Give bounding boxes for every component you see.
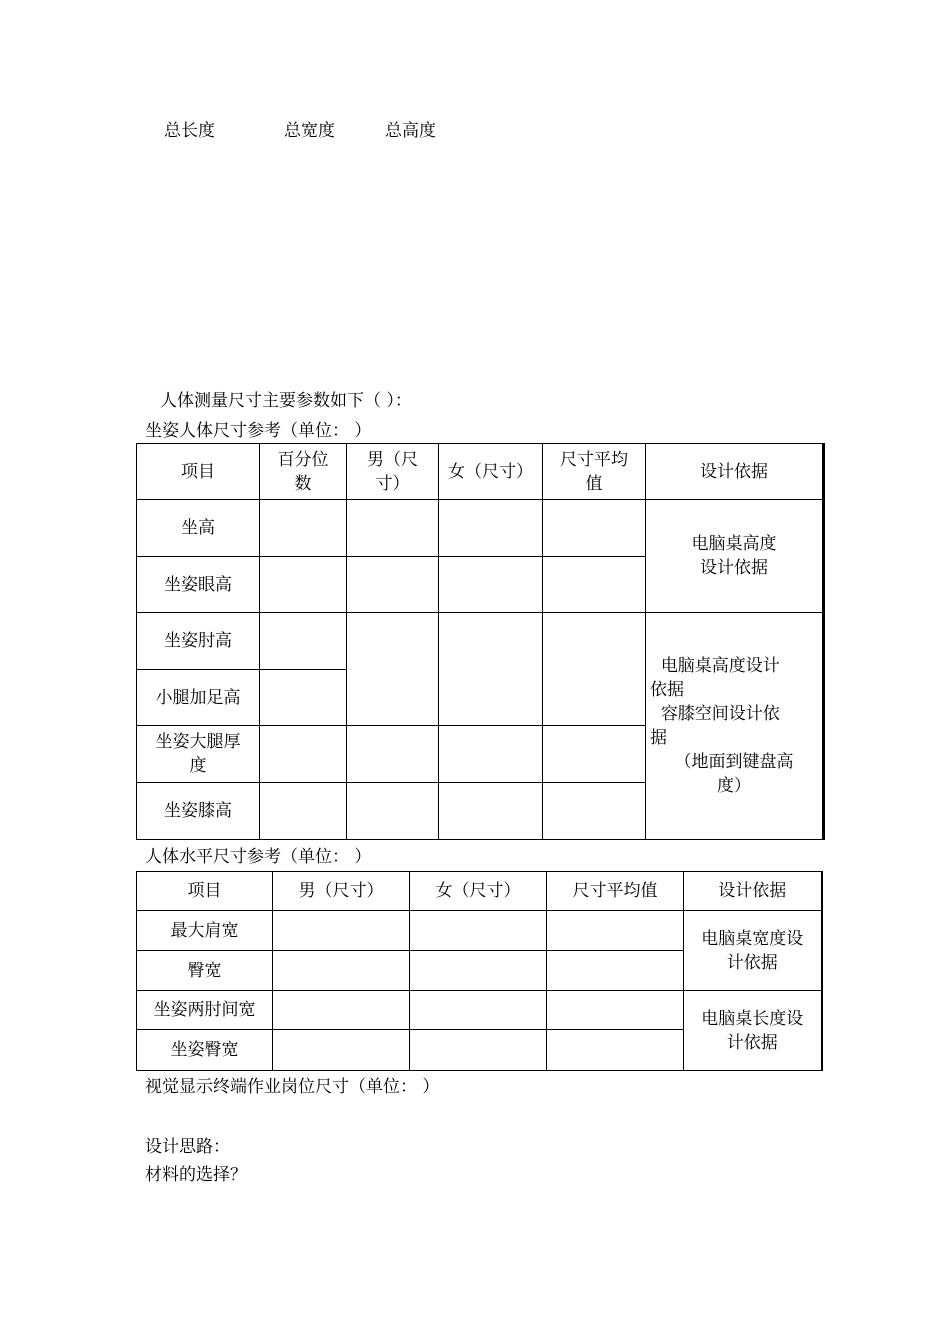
row-label: 臀宽 — [137, 951, 273, 991]
data-cell[interactable] — [410, 991, 547, 1030]
row-label: 小腿加足高 — [137, 670, 260, 726]
data-cell[interactable] — [260, 670, 347, 726]
table2-caption: 人体水平尺寸参考（单位： ） — [145, 847, 372, 867]
header-male: 男（尺寸） — [273, 872, 410, 911]
label-total-height: 总高度 — [385, 121, 436, 141]
header-item: 项目 — [137, 444, 260, 500]
row-label: 坐姿臀宽 — [137, 1030, 273, 1071]
intro-line: 人体测量尺寸主要参数如下（ ）： — [160, 391, 412, 411]
header-female: 女（尺寸） — [410, 872, 547, 911]
data-cell[interactable] — [439, 557, 543, 613]
data-cell[interactable] — [543, 500, 646, 557]
data-cell[interactable] — [439, 613, 543, 726]
data-cell[interactable] — [439, 783, 543, 840]
basis-cell: 电脑桌宽度设 计依据 — [684, 911, 822, 991]
basis-cell: 电脑桌高度 设计依据 — [646, 500, 824, 613]
header-basis: 设计依据 — [646, 444, 824, 500]
data-cell[interactable] — [273, 911, 410, 951]
data-cell[interactable] — [439, 726, 543, 783]
data-cell[interactable] — [347, 557, 439, 613]
row-label: 坐姿眼高 — [137, 557, 260, 613]
data-cell[interactable] — [547, 991, 684, 1030]
label-total-length: 总长度 — [164, 121, 215, 141]
row-label: 最大肩宽 — [137, 911, 273, 951]
row-label: 坐姿两肘间宽 — [137, 991, 273, 1030]
sitting-dimensions-table — [136, 443, 825, 840]
data-cell[interactable] — [260, 557, 347, 613]
header-female: 女（尺寸） — [439, 444, 543, 500]
row-label: 坐姿肘高 — [137, 613, 260, 670]
data-cell[interactable] — [547, 911, 684, 951]
data-cell[interactable] — [260, 726, 347, 783]
table1-caption: 坐姿人体尺寸参考（单位： ） — [145, 421, 372, 441]
row-label: 坐姿大腿厚度 — [137, 726, 260, 783]
data-cell[interactable] — [439, 500, 543, 557]
header-percentile: 百分位数 — [260, 444, 347, 500]
data-cell[interactable] — [347, 500, 439, 557]
header-basis: 设计依据 — [684, 872, 822, 911]
data-cell[interactable] — [543, 726, 646, 783]
data-cell[interactable] — [347, 726, 439, 783]
table-header-row — [137, 872, 822, 911]
data-cell[interactable] — [260, 783, 347, 840]
data-cell[interactable] — [410, 951, 547, 991]
header-item: 项目 — [137, 872, 273, 911]
header-male: 男（尺寸） — [347, 444, 439, 500]
table-header-row — [137, 444, 824, 500]
table-row — [137, 613, 824, 670]
material-question: 材料的选择？ — [145, 1165, 247, 1185]
vdt-line: 视觉显示终端作业岗位尺寸（单位： ） — [145, 1077, 440, 1097]
data-cell[interactable] — [273, 991, 410, 1030]
data-cell[interactable] — [347, 613, 439, 726]
data-cell[interactable] — [273, 951, 410, 991]
data-cell[interactable] — [543, 783, 646, 840]
header-average: 尺寸平均值 — [543, 444, 646, 500]
data-cell[interactable] — [547, 951, 684, 991]
label-total-width: 总宽度 — [284, 121, 335, 141]
data-cell[interactable] — [410, 1030, 547, 1071]
header-average: 尺寸平均值 — [547, 872, 684, 911]
data-cell[interactable] — [543, 557, 646, 613]
table-row — [137, 991, 822, 1030]
data-cell[interactable] — [260, 613, 347, 670]
design-ideas-heading: 设计思路： — [145, 1137, 230, 1157]
basis-cell: 电脑桌高度设计 依据 容膝空间设计依 据 （地面到键盘高 度） — [646, 613, 824, 840]
basis-cell: 电脑桌长度设 计依据 — [684, 991, 822, 1071]
table-row — [137, 911, 822, 951]
data-cell[interactable] — [347, 783, 439, 840]
data-cell[interactable] — [547, 1030, 684, 1071]
row-label: 坐姿膝高 — [137, 783, 260, 840]
data-cell[interactable] — [543, 613, 646, 726]
data-cell[interactable] — [260, 500, 347, 557]
table-row — [137, 500, 824, 557]
row-label: 坐高 — [137, 500, 260, 557]
data-cell[interactable] — [273, 1030, 410, 1071]
data-cell[interactable] — [410, 911, 547, 951]
horizontal-dimensions-table — [136, 871, 823, 1071]
